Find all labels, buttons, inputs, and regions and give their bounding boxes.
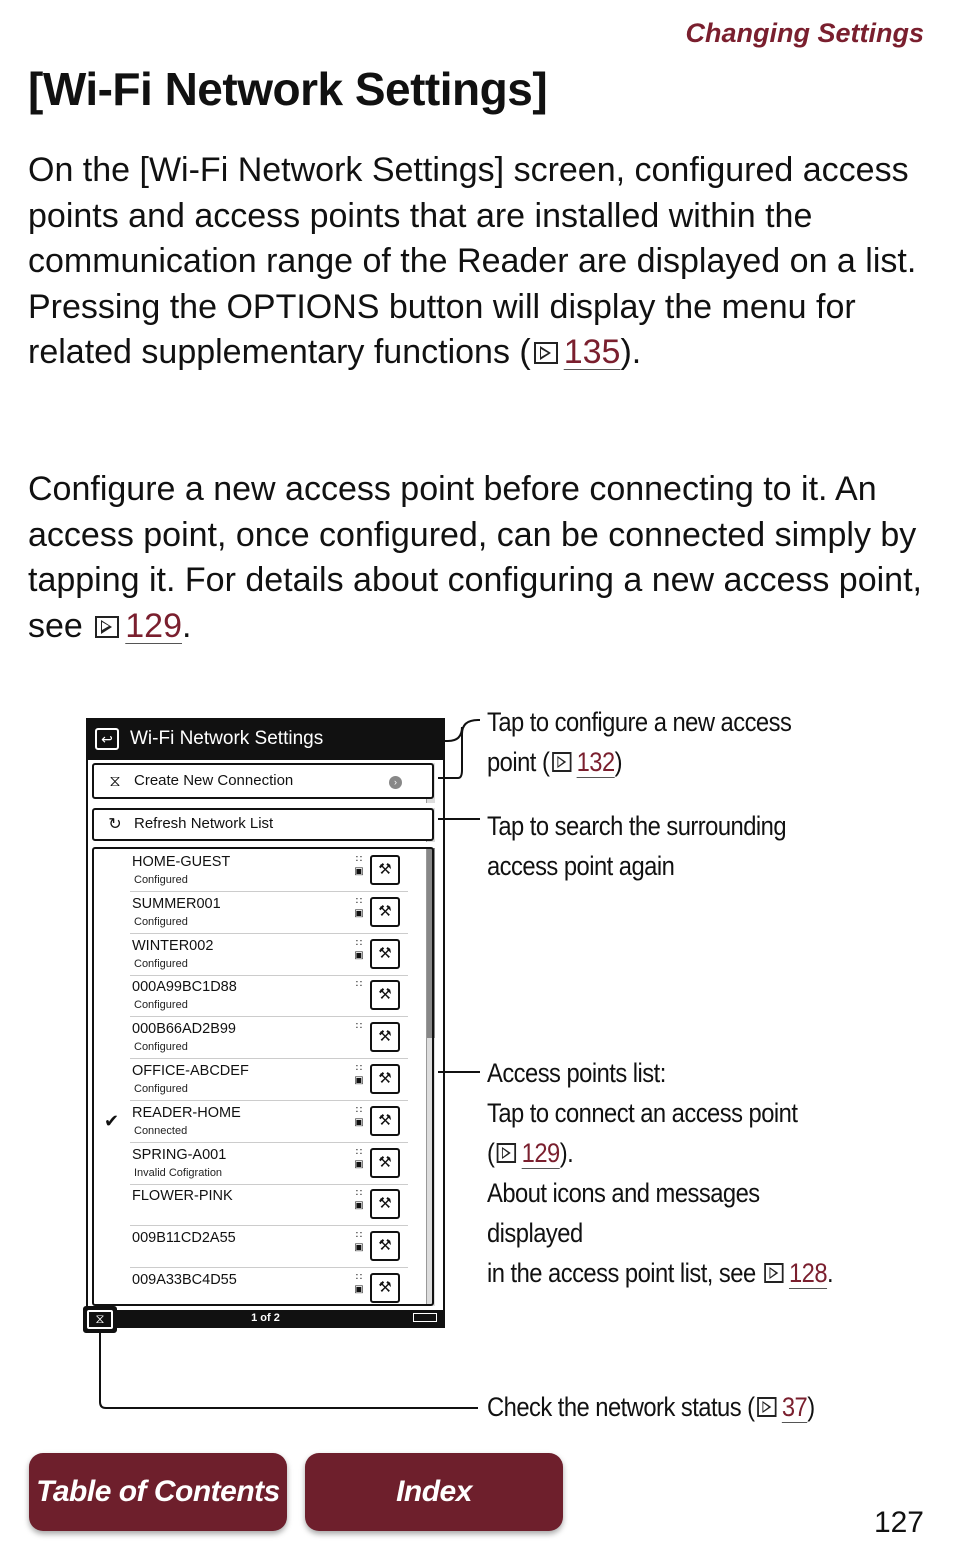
callout-line-status [100, 1333, 478, 1408]
page-link-129-callout[interactable]: 129 [521, 1138, 560, 1168]
callout-line-configure [434, 720, 480, 741]
access-point-status: Invalid Cofigration [134, 1166, 223, 1179]
signal-lock-icon: ∷ ▣ [354, 1104, 364, 1128]
signal-lock-icon: ∷ ▣ [354, 1188, 364, 1212]
signal-icon: ∷ [355, 1021, 363, 1033]
options-text: Pressing the OPTIONS button will display the menu for related supplementary functions ( [28, 287, 856, 372]
access-point-status: Connected [134, 1124, 188, 1137]
checkmark-icon: ✔ [104, 1110, 120, 1131]
access-point-name: OFFICE-ABCDEF [132, 1063, 249, 1079]
wrench-icon[interactable]: ⚒ [370, 855, 400, 885]
callout-configure-line2: point ( [487, 747, 550, 777]
wrench-icon[interactable]: ⚒ [370, 1273, 400, 1303]
configure-text-end: . [182, 606, 192, 645]
wrench-icon[interactable]: ⚒ [370, 1189, 400, 1219]
signal-lock-icon: ∷ ▣ [354, 937, 364, 961]
access-point-name: 009B11CD2A55 [132, 1230, 236, 1247]
access-point-name: READER-HOME [132, 1104, 241, 1121]
refresh-icon: ↻ [108, 816, 122, 833]
create-new-connection-label: Create New Connection [134, 772, 294, 789]
callout-list-line3: ( [487, 1138, 495, 1168]
callout-search-line2: access point again [487, 851, 675, 881]
access-point-name: 000A99BC1D88 [132, 979, 237, 996]
callout-list-line5: in the access point list, see [487, 1258, 762, 1288]
callout-search [487, 806, 857, 886]
page-link-129[interactable]: 129 [125, 606, 182, 645]
access-point-name: 000B66AD2B99 [132, 1021, 236, 1038]
wrench-icon[interactable]: ⚒ [370, 1231, 400, 1261]
callout-list [487, 1053, 857, 1293]
callout-status-end: ) [807, 1392, 815, 1422]
options-text-end: ). [620, 333, 642, 372]
page-link-128[interactable]: 128 [788, 1258, 828, 1288]
access-point-status: Configured [134, 915, 188, 928]
arrow-circle-icon: › [389, 776, 402, 789]
network-status-icon[interactable]: ⧖ [83, 1306, 117, 1333]
reference-arrow-icon [757, 1397, 776, 1417]
reference-arrow-icon [764, 1263, 783, 1283]
refresh-network-list-label: Refresh Network List [134, 815, 274, 832]
wrench-icon[interactable]: ⚒ [370, 1022, 400, 1052]
callout-configure [487, 702, 857, 782]
page-indicator: 1 of 2 [251, 1312, 280, 1324]
callout-list-line5-end: . [827, 1258, 834, 1288]
wrench-icon[interactable]: ⚒ [370, 980, 400, 1010]
page-link-135[interactable]: 135 [563, 333, 621, 372]
wrench-icon[interactable]: ⚒ [370, 1064, 400, 1094]
reference-arrow-icon [552, 752, 571, 772]
callout-search-line1: Tap to search the surrounding [487, 811, 787, 841]
page-title: [Wi-Fi Network Settings] [28, 63, 548, 115]
reference-arrow-icon [497, 1143, 516, 1163]
index-button[interactable]: Index [305, 1453, 563, 1531]
callout-list-line2: Tap to connect an access point [487, 1098, 798, 1128]
access-point-name: SPRING-A001 [132, 1146, 227, 1163]
table-of-contents-button[interactable]: Table of Contents [29, 1453, 287, 1531]
access-point-status: Configured [134, 999, 188, 1012]
wrench-icon[interactable]: ⚒ [370, 1106, 400, 1136]
access-point-status: Configured [134, 874, 188, 886]
signal-lock-icon: ∷ ▣ [354, 1146, 364, 1170]
signal-lock-icon: ∷ ▣ [354, 1272, 364, 1295]
access-point-name: SUMMER001 [132, 895, 221, 912]
section-label: Changing Settings [685, 18, 924, 48]
callout-configure-end: ) [614, 747, 623, 777]
wrench-icon[interactable]: ⚒ [370, 939, 400, 969]
access-point-status: Configured [134, 1041, 188, 1054]
access-point-name: 009A33BC4D55 [132, 1272, 237, 1288]
access-point-status: Configured [134, 957, 188, 970]
signal-lock-icon: ∷ ▣ [354, 854, 364, 877]
signal-lock-icon: ∷ ▣ [354, 1063, 364, 1086]
intro-text: On the [Wi-Fi Network Settings] screen, configured access points and access points that are installed within the communication range of the Reader are displayed on a list. [28, 151, 917, 281]
access-point-name: FLOWER-PINK [132, 1188, 233, 1205]
callout-list-line3-end: ). [559, 1138, 574, 1168]
callout-list-line1: Access points list: [487, 1058, 666, 1088]
wifi-add-icon: ⧖ [109, 773, 121, 790]
access-point-name: WINTER002 [132, 937, 214, 954]
page-link-37[interactable]: 37 [781, 1392, 808, 1422]
page-link-132[interactable]: 132 [576, 747, 615, 777]
device-title: Wi-Fi Network Settings [130, 728, 324, 749]
signal-lock-icon: ∷ ▣ [354, 895, 364, 919]
access-point-name: HOME-GUEST [132, 854, 231, 870]
callout-status [487, 1387, 874, 1427]
callout-status-text: Check the network status ( [487, 1392, 755, 1422]
callout-list-line4: About icons and messages displayed [487, 1178, 760, 1248]
page-number: 127 [873, 1506, 924, 1539]
wrench-icon[interactable]: ⚒ [370, 897, 400, 927]
access-point-status: Configured [134, 1083, 188, 1095]
callout-configure-line1: Tap to configure a new access [487, 707, 792, 737]
wrench-icon[interactable]: ⚒ [370, 1148, 400, 1178]
signal-icon: ∷ [355, 979, 363, 991]
signal-lock-icon: ∷ ▣ [354, 1230, 364, 1254]
configure-text: Configure a new access point before connecting to it. An access point, once configured, can be connected simply by tapping it. For details about configuring a new access point, see [28, 470, 922, 645]
back-icon[interactable]: ↩ [95, 728, 119, 750]
